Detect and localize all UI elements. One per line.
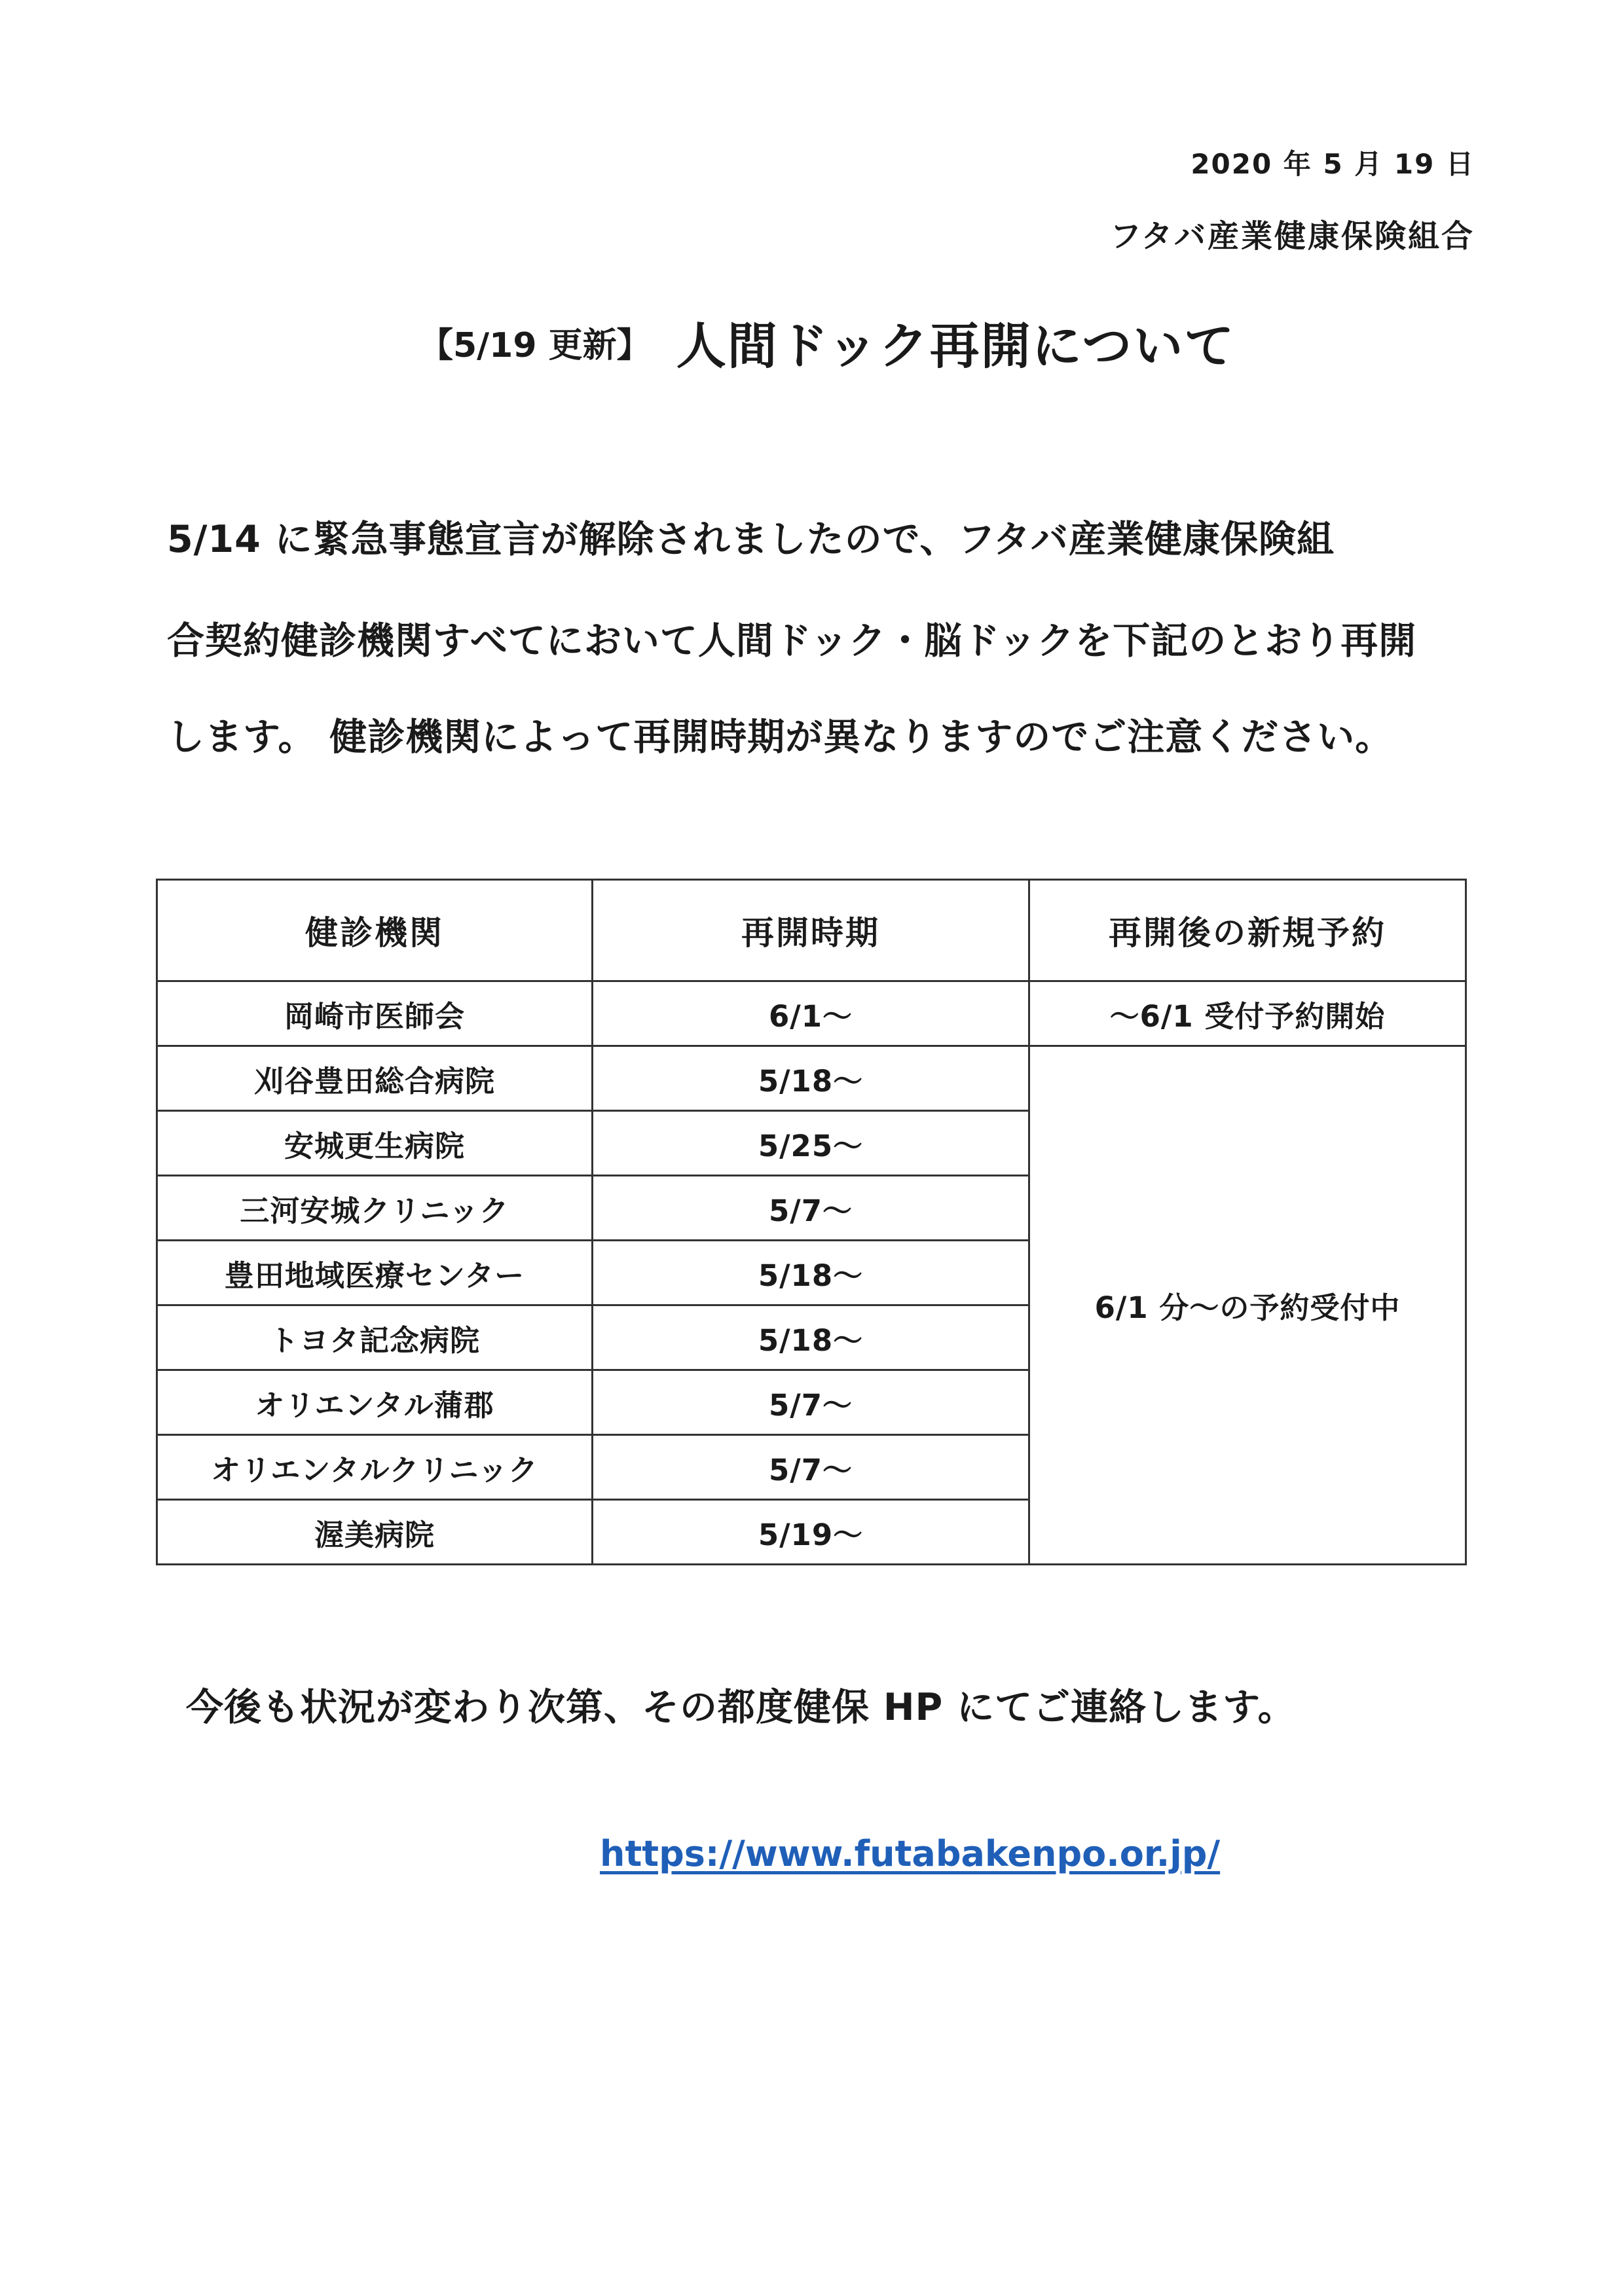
table-row: [157, 1046, 1466, 1111]
body-line-3: します。 健診機関によって再開時期が異なりますのでご注意ください。: [167, 716, 1393, 759]
institution-cell: 岡崎市医師会: [157, 981, 593, 1046]
resume-cell: 5/25～: [593, 1111, 1029, 1176]
resume-cell: 6/1～: [593, 981, 1029, 1046]
organization-name: フタバ産業健康保険組合: [1109, 218, 1475, 255]
resume-cell: 5/18～: [593, 1241, 1029, 1305]
institution-cell: トヨタ記念病院: [157, 1305, 593, 1370]
document-title: [419, 306, 1235, 378]
resume-cell: 5/18～: [593, 1305, 1029, 1370]
footer-note: 今後も状況が変わり次第、その都度健保 HP にてご連絡します。: [186, 1686, 1296, 1729]
document-date: 2020 年 5 月 19 日: [1190, 148, 1475, 180]
header-new-booking: 再開後の新規予約: [1029, 880, 1466, 981]
title-main: 人間ドック再開について: [676, 317, 1236, 375]
institution-cell: 刈谷豊田総合病院: [157, 1046, 593, 1111]
resume-cell: 5/19～: [593, 1500, 1029, 1565]
merged-booking-cell: 6/1 分～の予約受付中: [1029, 1046, 1466, 1565]
institution-cell: オリエンタル蒲郡: [157, 1370, 593, 1435]
booking-cell: ～6/1 受付予約開始: [1029, 981, 1466, 1046]
institution-cell: 安城更生病院: [157, 1111, 593, 1176]
resume-cell: 5/7～: [593, 1435, 1029, 1500]
body-line-1: 5/14 に緊急事態宣言が解除されましたので、フタバ産業健康保険組: [167, 518, 1335, 561]
table-row: [157, 981, 1466, 1046]
header-institution: 健診機関: [157, 880, 593, 981]
resume-cell: 5/7～: [593, 1370, 1029, 1435]
update-tag: 【5/19 更新】: [419, 326, 651, 365]
resume-cell: 5/18～: [593, 1046, 1029, 1111]
schedule-table: [156, 879, 1467, 1565]
institution-cell: 豊田地域医療センター: [157, 1241, 593, 1305]
resume-cell: 5/7～: [593, 1176, 1029, 1241]
header-resume-date: 再開時期: [593, 880, 1029, 981]
table-header-row: [157, 880, 1466, 981]
body-line-2: 合契約健診機関すべてにおいて人間ドック・脳ドックを下記のとおり再開: [167, 619, 1417, 663]
institution-cell: 三河安城クリニック: [157, 1176, 593, 1241]
institution-cell: オリエンタルクリニック: [157, 1435, 593, 1500]
institution-cell: 渥美病院: [157, 1500, 593, 1565]
website-link[interactable]: https://www.futabakenpo.or.jp/: [600, 1833, 1221, 1874]
